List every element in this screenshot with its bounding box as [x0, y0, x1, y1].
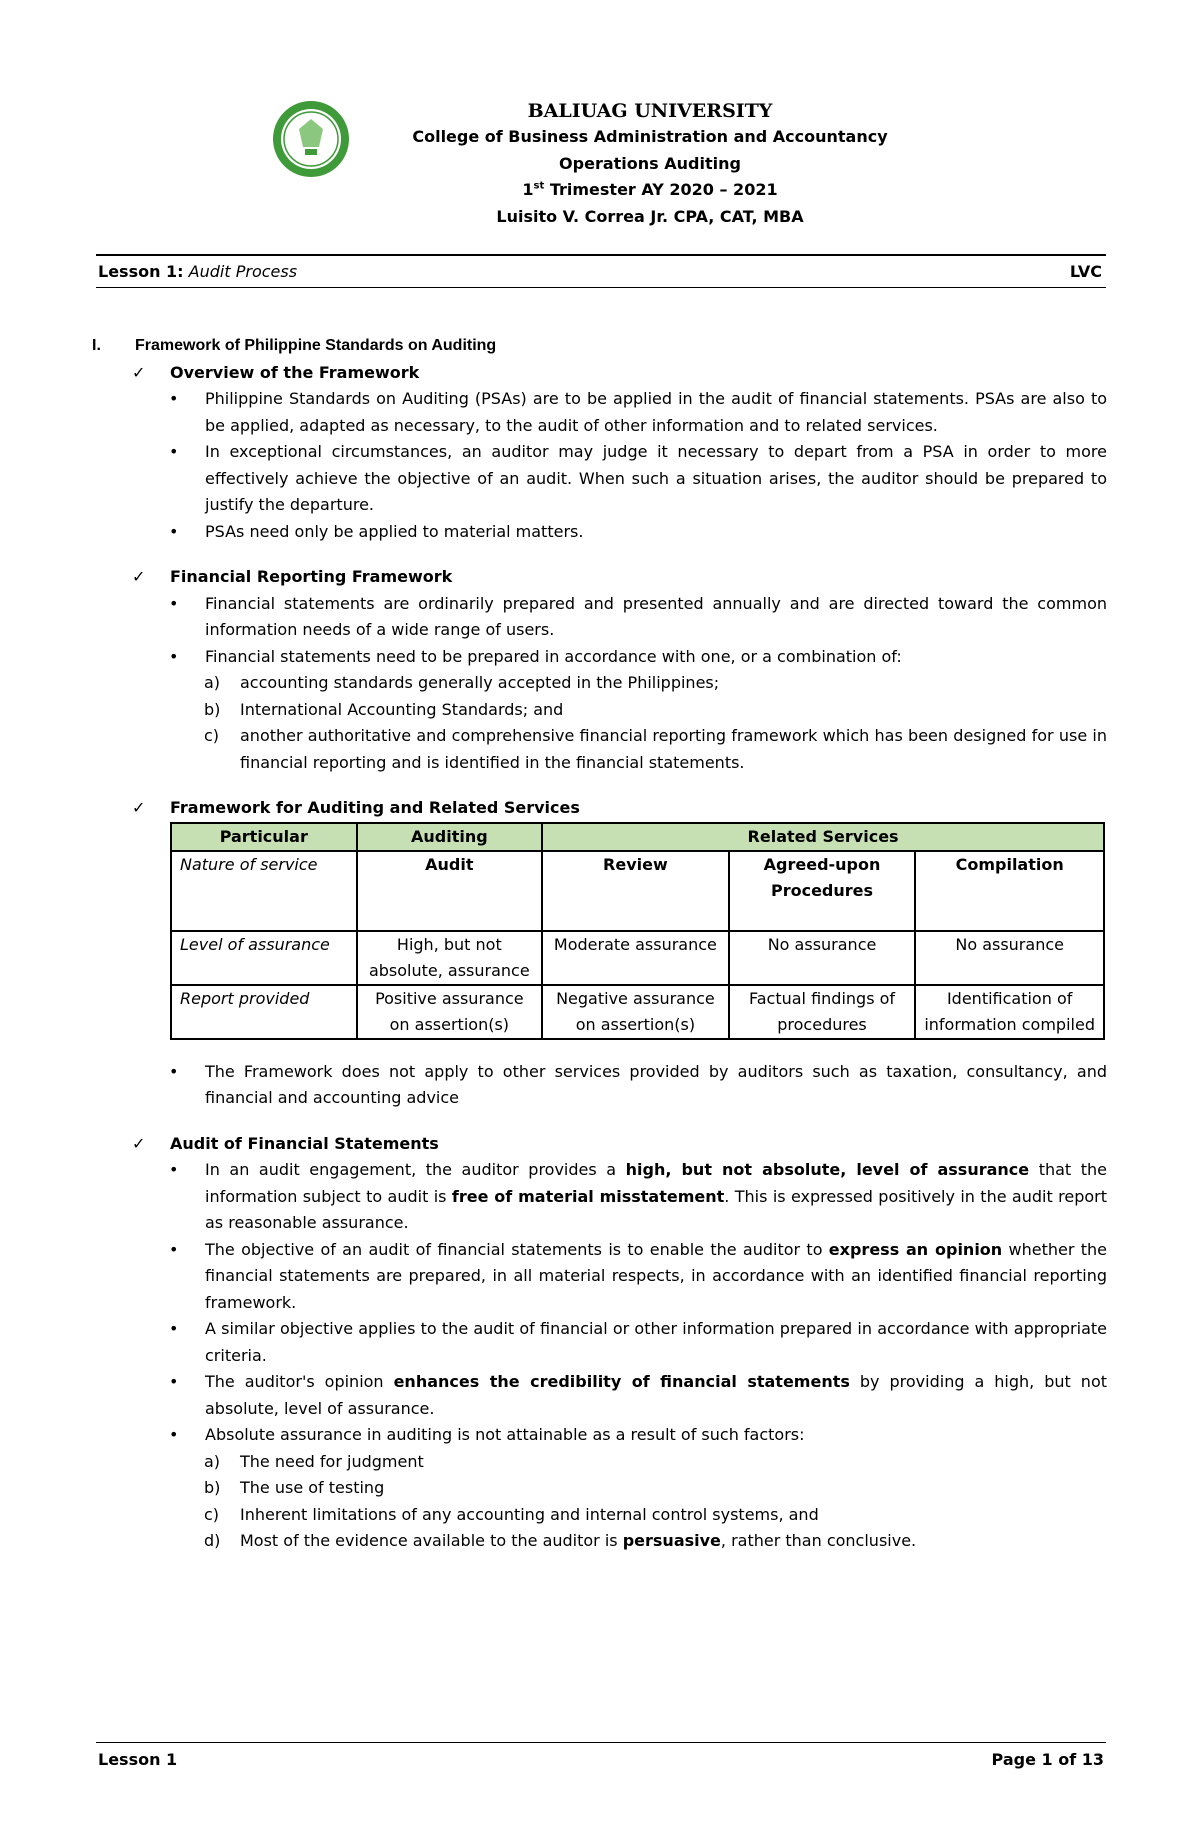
lettered-item: a) accounting standards generally accepted in the Philippines; — [204, 673, 720, 692]
checkmark-icon: ✓ — [132, 567, 146, 586]
university-name: BALIUAG UNIVERSITY — [527, 100, 773, 122]
table-cell: Report provided — [171, 985, 357, 1039]
table-cell: No assurance — [915, 931, 1104, 985]
footer-rule — [96, 1742, 1106, 1743]
subheading-auditing-framework: ✓ Framework for Auditing and Related Services — [92, 795, 1107, 822]
bullet-icon: • — [169, 593, 179, 613]
table-cell: Positive assurance on assertion(s) — [357, 985, 543, 1039]
table-cell: Review — [542, 851, 729, 931]
table-row — [171, 851, 1104, 931]
table-cell: Identification of information compiled — [915, 985, 1104, 1039]
course-name: Operations Auditing — [559, 154, 741, 173]
term: 1st Trimester AY 2020 – 2021 — [522, 180, 778, 199]
header-rule-bottom — [96, 287, 1106, 288]
header-rule-top — [96, 254, 1106, 256]
instructor-code: LVC — [1069, 262, 1102, 281]
subheading-overview: ✓ Overview of the Framework — [92, 360, 1107, 387]
list-item: • Absolute assurance in auditing is not attainable as a result of such factors: — [92, 1422, 1107, 1449]
table-cell: No assurance — [729, 931, 916, 985]
checkmark-icon: ✓ — [132, 362, 146, 382]
bullet-icon: • — [169, 1372, 179, 1391]
header-cell: Particular — [171, 823, 357, 851]
table-cell: Compilation — [915, 851, 1104, 931]
list-item: • A similar objective applies to the audit of financial or other information prepared in accordance with appropriate criteria. — [92, 1316, 1107, 1369]
lettered-item: c) Inherent limitations of any accounting and internal control systems, and — [204, 1504, 819, 1524]
table-row — [171, 931, 1104, 985]
footer-lesson: Lesson 1 — [98, 1750, 178, 1769]
bullet-icon: • — [169, 1061, 179, 1081]
list-item: • Philippine Standards on Auditing (PSAs) are to be applied in the audit of financial statements. PSAs are also to be applied, adapted as necessary, to the audit of other information and to related services. — [92, 386, 1107, 439]
table-cell: Factual findings of procedures — [729, 985, 916, 1039]
section-heading: I. Framework of Philippine Standards on Auditing — [92, 337, 497, 354]
lesson-content — [92, 333, 1107, 1555]
lesson-label: Lesson 1: — [98, 262, 184, 281]
list-item: • Financial statements are ordinarily prepared and presented annually and are directed toward the common information needs of a wide range of users. — [92, 591, 1107, 644]
bullet-icon: • — [169, 646, 179, 666]
lettered-item: a) The need for judgment — [204, 1451, 424, 1471]
list-item: • Financial statements need to be prepared in accordance with one, or a combination of: — [92, 644, 1107, 671]
table-cell: Agreed-upon Procedures — [729, 851, 916, 931]
bullet-icon: • — [169, 1425, 179, 1444]
checkmark-icon: ✓ — [132, 798, 146, 817]
list-item: • The objective of an audit of financial statements is to enable the auditor to express an opinion whether the financial statements are prepared, in all material respects, in accordance with an identified financial reporting framework. — [92, 1237, 1107, 1317]
bullet-icon: • — [169, 1239, 179, 1259]
bullet-icon: • — [169, 521, 179, 541]
list-item: • The auditor's opinion enhances the credibility of financial statements by providing a high, but not absolute, level of assurance. — [92, 1369, 1107, 1422]
table-cell: Nature of service — [171, 851, 357, 931]
framework-table — [170, 822, 1105, 1040]
bullet-icon: • — [169, 1160, 179, 1179]
bullet-icon: • — [169, 442, 179, 461]
college-name: College of Business Administration and Accountancy — [412, 127, 888, 146]
list-item: • In an audit engagement, the auditor provides a high, but not absolute, level of assurance that the information subject to audit is free of material misstatement. This is expressed positively in the audit report as reasonable assurance. — [92, 1157, 1107, 1237]
table-cell: Audit — [357, 851, 543, 931]
subheading-audit-fs: ✓ Audit of Financial Statements — [92, 1131, 1107, 1158]
lettered-item: b) The use of testing — [204, 1478, 385, 1497]
subheading-financial-reporting: ✓ Financial Reporting Framework — [92, 564, 1107, 591]
list-item: • The Framework does not apply to other services provided by auditors such as taxation, consultancy, and financial and accounting advice — [92, 1059, 1107, 1112]
bullet-icon: • — [169, 1319, 179, 1338]
table-header-row — [171, 823, 1104, 851]
lesson-title: Audit Process — [188, 262, 298, 281]
list-item: • In exceptional circumstances, an auditor may judge it necessary to depart from a PSA in order to more effectively achieve the objective of an audit. When such a situation arises, the auditor should be prepared to justify the departure. — [92, 439, 1107, 519]
lesson-bar — [98, 262, 1104, 281]
lettered-item: d) Most of the evidence available to the auditor is persuasive, rather than conclusive. — [204, 1531, 917, 1550]
table-cell: Level of assurance — [171, 931, 357, 985]
instructor: Luisito V. Correa Jr. CPA, CAT, MBA — [496, 207, 804, 226]
page-number: Page 1 of 13 — [991, 1750, 1104, 1769]
list-item: • PSAs need only be applied to material matters. — [92, 519, 1107, 546]
table-row — [171, 985, 1104, 1039]
lettered-item: b) International Accounting Standards; and — [204, 699, 564, 719]
table-cell: Moderate assurance — [542, 931, 729, 985]
lettered-item: c) another authoritative and comprehensive financial reporting framework which has been designed for use in financial reporting and is identified in the financial statements. — [204, 726, 1107, 772]
header-cell: Auditing — [357, 823, 543, 851]
table-cell: Negative assurance on assertion(s) — [542, 985, 729, 1039]
checkmark-icon: ✓ — [132, 1133, 146, 1153]
bullet-icon: • — [169, 389, 179, 408]
table-cell: High, but not absolute, assurance — [357, 931, 543, 985]
header-cell: Related Services — [542, 823, 1104, 851]
